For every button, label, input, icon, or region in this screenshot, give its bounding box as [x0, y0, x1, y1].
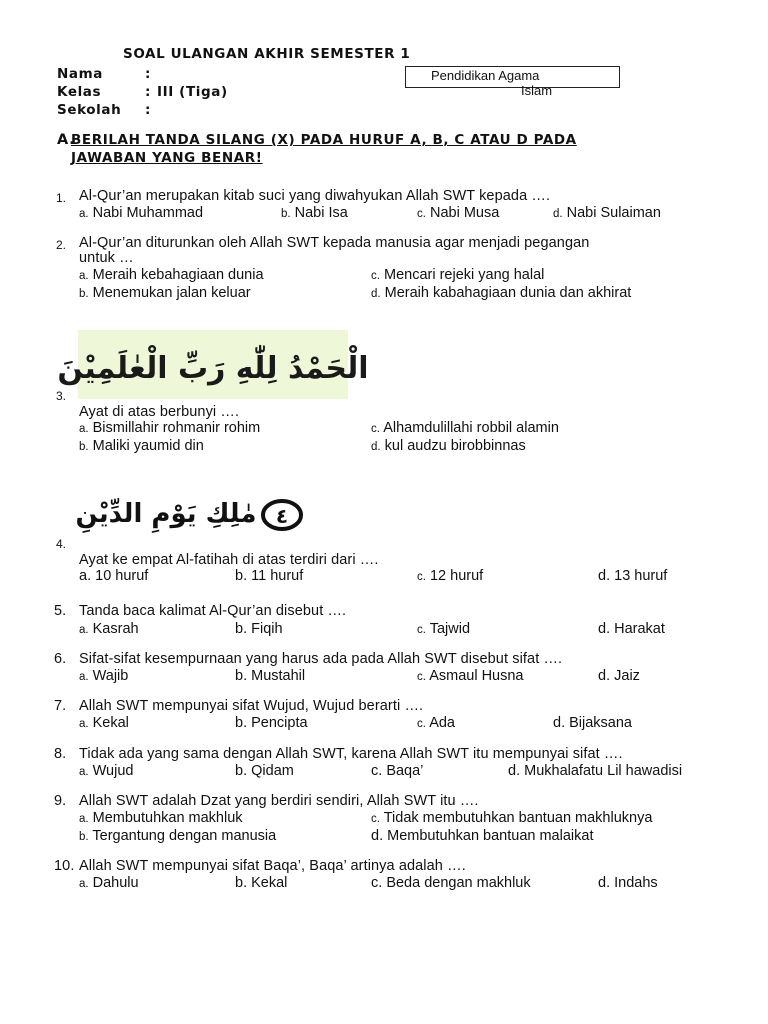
section-instruction-line2: JAWABAN YANG BENAR!: [71, 150, 263, 166]
question-text-cont: untuk …: [79, 250, 134, 266]
question-text: Ayat ke empat Al-fatihah di atas terdiri dari ….: [79, 552, 379, 568]
question-text: Al-Qur’an diturunkan oleh Allah SWT kepada manusia agar menjadi pegangan: [79, 235, 590, 251]
option-d: d. Indahs: [598, 875, 658, 891]
option-a: a. Nabi Muhammad: [79, 205, 204, 221]
verse-image-maliki: [75, 484, 309, 540]
field-label-kelas: Kelas: [57, 84, 102, 100]
option-d: d. Meraih kabahagiaan dunia dan akhirat: [371, 285, 632, 301]
subject-line2: Islam: [521, 83, 553, 98]
question-text: Allah SWT mempunyai sifat Wujud, Wujud berarti ….: [79, 698, 424, 714]
subject-line1: Pendidikan Agama: [431, 68, 540, 83]
option-a: a. Wajib: [79, 668, 129, 684]
field-colon-kelas: :: [145, 84, 151, 100]
question-text: Allah SWT adalah Dzat yang berdiri sendiri, Allah SWT itu ….: [79, 793, 479, 809]
option-c: c. Ada: [417, 715, 455, 731]
section-letter: A.: [57, 132, 76, 148]
option-b: b. Nabi Isa: [281, 205, 348, 221]
option-b: b. 11 huruf: [235, 568, 304, 584]
option-a: a. Meraih kebahagiaan dunia: [79, 267, 264, 283]
question-text: Tanda baca kalimat Al-Qur’an disebut ….: [79, 603, 347, 619]
arabic-verse-text: الْحَمْدُ لِلّٰهِ رَبِّ الْعٰلَمِيْنَ: [57, 351, 369, 386]
option-d: d. Nabi Sulaiman: [553, 205, 661, 221]
question-text: Al-Qur’an merupakan kitab suci yang diwahyukan Allah SWT kepada ….: [79, 188, 551, 204]
field-colon-sekolah: :: [145, 102, 151, 118]
option-a: a. Kasrah: [79, 621, 139, 637]
verse-number-glyph: ٤: [275, 504, 289, 528]
question-number: 8.: [54, 746, 67, 762]
option-c: c. Alhamdulillahi robbil alamin: [371, 420, 559, 436]
option-d: d. Bijaksana: [553, 715, 632, 731]
page-title: SOAL ULANGAN AKHIR SEMESTER 1: [123, 46, 411, 62]
question-number: 10.: [54, 858, 75, 874]
option-b: b. Menemukan jalan keluar: [79, 285, 251, 301]
option-c: c. Baqa’: [371, 763, 424, 779]
option-b: b. Pencipta: [235, 715, 308, 731]
field-value-kelas: III (Tiga): [157, 84, 228, 100]
option-b: b. Mustahil: [235, 668, 306, 684]
option-c: c. 12 huruf: [417, 568, 484, 584]
question-number: 6.: [54, 651, 67, 667]
question-number: 5.: [54, 603, 67, 619]
option-b: b. Kekal: [235, 875, 288, 891]
verse-image-alhamdulillah: [57, 330, 369, 399]
option-c: c. Nabi Musa: [417, 205, 500, 221]
question-number: 4.: [56, 537, 67, 551]
option-c: c. Beda dengan makhluk: [371, 875, 531, 891]
field-label-nama: Nama: [57, 66, 103, 82]
option-c: c. Mencari rejeki yang halal: [371, 267, 545, 283]
question-text: Allah SWT mempunyai sifat Baqa’, Baqa’ artinya adalah ….: [79, 858, 466, 874]
option-d: d. Mukhalafatu Lil hawadisi: [508, 763, 683, 779]
section-instruction-line1: BERILAH TANDA SILANG (X) PADA HURUF A, B, C ATAU D PADA: [71, 132, 577, 148]
question-number: 9.: [54, 793, 67, 809]
field-label-sekolah: Sekolah: [57, 102, 122, 118]
option-d: d. Harakat: [598, 621, 665, 637]
option-d: d. 13 huruf: [598, 568, 668, 584]
option-a: a. 10 huruf: [79, 568, 149, 584]
option-a: a. Membutuhkan makhluk: [79, 810, 243, 826]
arabic-calligraphy: [75, 484, 309, 540]
option-a: a. Bismillahir rohmanir rohim: [79, 420, 261, 436]
arabic-calligraphy: [57, 330, 369, 399]
option-c: c. Tidak membutuhkan bantuan makhluknya: [371, 810, 653, 826]
arabic-verse-text: مٰلِكِ يَوْمِ الدِّيْنِ: [75, 499, 257, 529]
question-text: Ayat di atas berbunyi ….: [79, 404, 240, 420]
question-text: Tidak ada yang sama dengan Allah SWT, karena Allah SWT itu mempunyai sifat ….: [79, 746, 623, 762]
question-number: 1.: [56, 191, 67, 205]
option-b: b. Maliki yaumid din: [79, 438, 204, 454]
option-c: c. Tajwid: [417, 621, 471, 637]
question-number: 3.: [56, 389, 67, 403]
option-a: a. Kekal: [79, 715, 129, 731]
field-colon-nama: :: [145, 66, 151, 82]
question-number: 2.: [56, 238, 67, 252]
question-text: Sifat-sifat kesempurnaan yang harus ada pada Allah SWT disebut sifat ….: [79, 651, 563, 667]
option-c: c. Asmaul Husna: [417, 668, 524, 684]
option-b: b. Fiqih: [235, 621, 283, 637]
option-d: d. Jaiz: [598, 668, 640, 684]
question-number: 7.: [54, 698, 67, 714]
subject-box: [405, 66, 620, 98]
option-b: b. Tergantung dengan manusia: [79, 828, 277, 844]
option-b: b. Qidam: [235, 763, 294, 779]
option-a: a. Wujud: [79, 763, 134, 779]
option-d: d. Membutuhkan bantuan malaikat: [371, 828, 594, 844]
option-a: a. Dahulu: [79, 875, 139, 891]
option-d: d. kul audzu birobbinnas: [371, 438, 526, 454]
